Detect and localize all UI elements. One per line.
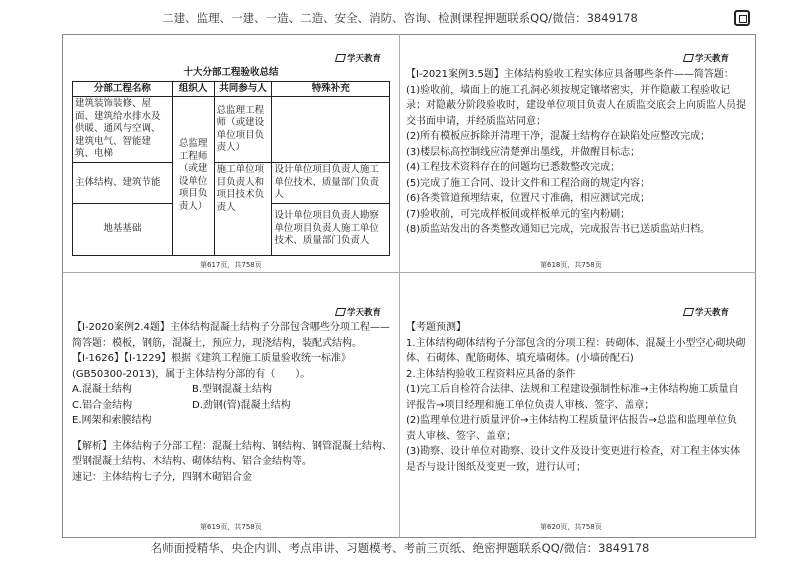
mnemonic-text: 速记：主体结构七子分，四钢木砌铝合金 (72, 471, 252, 483)
acceptance-table (72, 66, 390, 256)
brand-name: 学天教育 (347, 308, 382, 318)
text-line: 1.主体结构砌体结构子分部包含的分项工程：砖砌体、混凝土小型空心砌块砌体、石砌体、配筋砌体、填充墙砌体。(小墙砖配石) (406, 337, 746, 364)
page-number: 第618页，共758页 (540, 261, 602, 269)
text-line: (4)工程技术资料存在的问题均已悉数整改完成； (406, 162, 621, 173)
table-cell: 建筑装饰装修、屋面、建筑给水排水及供暖、通风与空调、建筑电气、智能建筑、电梯 (73, 97, 173, 163)
table-cell: 总监理工程师（或建设单位项目负责人） (172, 97, 214, 256)
option-d: D.劲钢(管)混凝土结构 (192, 399, 291, 411)
text-line: (8)质监站发出的各类整改通知已完成，完成报告书已送质监站归档。 (406, 224, 711, 235)
text-line: (1)完工后自检符合法律、法规和工程建设强制性标准→主体结构施工质量自评报告→项目经理和施工单位负责人审核、签字、盖章； (406, 384, 739, 411)
table-cell: 主体结构、建筑节能 (73, 163, 173, 204)
brand-name: 学天教育 (695, 54, 730, 64)
col-header: 组织人 (172, 81, 214, 97)
text-line: (1)验收前，墙面上的施工孔洞必须按规定镶堵密实，并作隐蔽工程验收记录；对隐蔽分阶段验收时，建设单位项目负责人在质监交底会上向质监人员提交书面申请，并经质监站同意； (406, 84, 746, 127)
table-cell (272, 97, 390, 163)
text-line: 2.主体结构验收工程资料应具备的条件 (406, 368, 576, 380)
option-c: C.铝合金结构 (72, 399, 133, 411)
page-number: 第617页，共758页 (200, 261, 262, 269)
text-line: (5)完成了施工合同、设计文件和工程洽商的规定内容； (406, 177, 651, 189)
vertical-divider (399, 34, 400, 538)
option-a: A.混凝土结构 (72, 384, 132, 395)
brand-logo (684, 306, 729, 318)
text-line: (6)各类管道预埋结束，位置尺寸准确，相应测试完成； (406, 193, 651, 204)
table-cell: 总监理工程师（或建设单位项目负责人） (214, 97, 272, 163)
brand-logo (684, 52, 729, 64)
text-line: 【考题预测】 (406, 322, 466, 333)
question-text (72, 320, 394, 485)
page-header: 二建、监理、一建、一造、二造、安全、消防、咨询、检测课程押题联系QQ/微信：3849178 (162, 11, 638, 25)
brand-mark-icon (335, 308, 346, 316)
table-cell: 施工单位项目负责人和项目技术负责人 (214, 163, 272, 256)
answer-text (406, 67, 746, 238)
page-number: 第619页，共758页 (200, 523, 262, 531)
brand-mark-icon (683, 54, 694, 62)
brand-name: 学天教育 (695, 308, 730, 318)
brand-name: 学天教育 (347, 54, 382, 64)
col-header: 特殊补充 (272, 81, 390, 97)
text-line: 【Ⅰ-1626】【Ⅰ-1229】根据《建筑工程施工质量验收统一标准》(GB50300-2013)，属于主体结构分部的有（ ）。 (72, 353, 352, 380)
brand-mark-icon (683, 308, 694, 316)
brand-mark-icon (335, 54, 346, 62)
page-footer: 名师面授精华、央企内训、考点串讲、习题模考、考前三页纸、绝密押题联系QQ/微信：3849178 (150, 541, 650, 555)
table-title: 十大分部工程验收总结 (73, 66, 390, 81)
brand-logo (336, 306, 381, 318)
table-cell: 设计单位项目负责人勘察单位项目负责人施工单位技术、质量部门负责人 (272, 203, 390, 255)
table-cell: 地基基础 (73, 203, 173, 255)
text-line: (7)验收前，可完成样板间或样板单元的室内粉刷； (406, 208, 631, 220)
text-line: 【Ⅰ-2020案例2.4题】主体结构混凝土结构子分部包含哪些分项工程——简答题：模板，钢筋，混凝土，预应力，现浇结构，装配式结构。 (72, 322, 390, 349)
text-line: (2)监理单位进行质量评价→主体结构工程质量评估报告→总监和监理单位负责人审核、签字、盖章； (406, 415, 737, 442)
page-number: 第620页，共758页 (540, 523, 602, 531)
prediction-text (406, 320, 746, 475)
text-line: 【Ⅰ-2021案例3.5题】主体结构验收工程实体应具备哪些条件——简答题： (406, 69, 734, 80)
option-row (72, 398, 394, 414)
horizontal-divider (62, 272, 756, 273)
option-b: B.型钢混凝土结构 (192, 384, 273, 395)
col-header: 共同参与人 (214, 81, 272, 97)
text-line: (3)勘察、设计单位对勘察、设计文件及设计变更进行检查，对工程主体实体是否与设计图纸及变更一致，进行认可； (406, 446, 741, 473)
col-header: 分部工程名称 (73, 81, 173, 97)
option-row (72, 382, 394, 398)
option-e: E.网架和索膜结构 (72, 415, 152, 426)
analysis-text: 【解析】主体结构子分部工程：混凝土结构、钢结构、钢管混凝土结构、型钢混凝土结构、木结构、砌体结构、铝合金结构等。 (72, 440, 392, 467)
qr-code-icon (734, 10, 750, 26)
text-line: (3)楼层标高控制线应清楚弹出墨线，并做醒目标志； (406, 146, 641, 158)
table-cell: 设计单位项目负责人施工单位技术、质量部门负责人 (272, 163, 390, 204)
brand-logo (336, 52, 381, 64)
text-line: (2)所有模板应拆除并清理干净，混凝土结构存在缺陷处应整改完成； (406, 131, 711, 142)
